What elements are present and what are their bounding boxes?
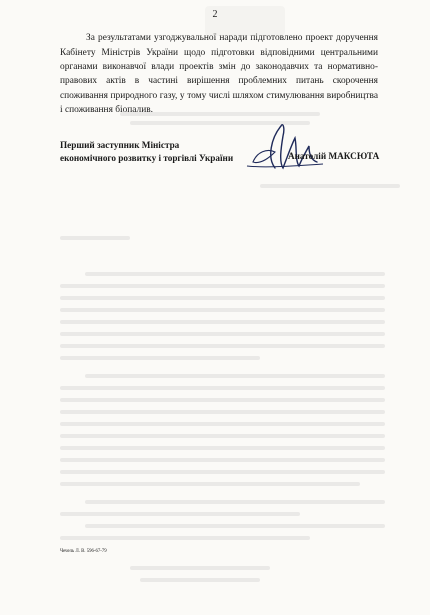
page-number: 2: [212, 9, 218, 20]
body-paragraph: За результатами узгоджувальної наради підготовлено проект доручення Кабінету Міністрів України щодо підготовки відповідними центральними органами виконавчої влади проектів змін до законодавчих та нормативно-правових актів в частині вирішення проблемних питань скорочення споживання природного газу, у тому числі шляхом стимулювання виробництва і споживання біопалив.: [60, 33, 378, 115]
signatory-position-line2: економічного розвитку і торгівлі України: [60, 152, 234, 163]
signatory-name: Анатолій МАКСЮТА: [288, 151, 380, 161]
handwritten-signature: [245, 118, 325, 180]
executor-note: Чечель Л. В. 596-67-79: [60, 549, 107, 554]
signatory-position: [60, 139, 233, 164]
signatory-position-line1: Перший заступник Міністра: [60, 140, 180, 150]
